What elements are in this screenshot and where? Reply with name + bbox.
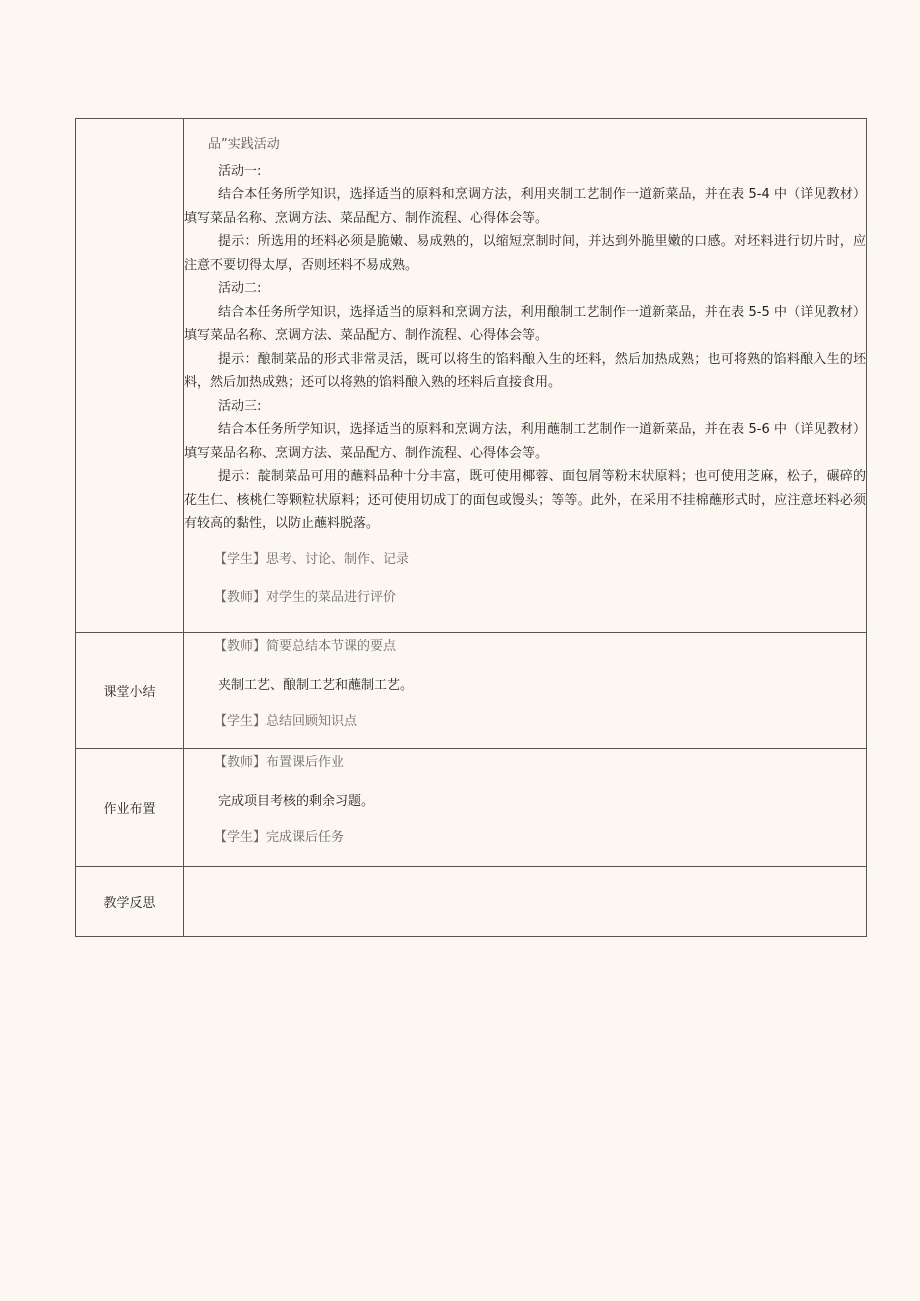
practice-teacher-line: 【教师】对学生的菜品进行评价 — [214, 590, 397, 605]
summary-content-cell — [184, 633, 867, 749]
summary-content: 夹制工艺、酿制工艺和蘸制工艺。 — [218, 677, 414, 693]
activity3-tip: 提示：靛制菜品可用的蘸料品种十分丰富，既可使用椰蓉、面包屑等粉末状原料；也可使用芝麻，松子，碾碎的花生仁、核桃仁等颗粒状原料；还可使用切成丁的面包或馒头；等等。此外，在采用不挂棉蘸形式时，应注意坯料必须有较高的黏性，以防止蘸料脱落。 — [184, 469, 866, 531]
homework-content: 完成项目考核的剩余习题。 — [218, 793, 375, 809]
summary-row — [76, 633, 867, 749]
reflection-row — [76, 867, 867, 937]
activity1-tip: 提示：所选用的坯料必须是脆嫩、易成熟的，以缩短烹制时间，并达到外脆里嫩的口感。对坯料进行切片时，应注意不要切得太厚，否则坯料不易成熟。 — [184, 234, 866, 273]
lesson-plan-table — [75, 118, 867, 937]
activity3-body: 结合本任务所学知识，选择适当的原料和烹调方法，利用蘸制工艺制作一道新菜品，并在表 5-6 中（详见教材）填写菜品名称、烹调方法、菜品配方、制作流程、心得体会等。 — [184, 422, 866, 461]
summary-label: 课堂小结 — [76, 633, 184, 749]
activity2-tip: 提示：酿制菜品的形式非常灵活，既可以将生的馅料酿入生的坯料，然后加热成熟；也可将熟的馅料酿入生的坯料，然后加热成熟；还可以将熟的馅料酿入熟的坯料后直接食用。 — [184, 351, 866, 390]
summary-student-line: 【学生】总结回顾知识点 — [214, 714, 358, 729]
summary-teacher-line: 【教师】简要总结本节课的要点 — [214, 639, 397, 654]
activity1-label: 活动一: — [218, 163, 262, 179]
homework-content-cell — [184, 749, 867, 867]
homework-row — [76, 749, 867, 867]
activity2-body: 结合本任务所学知识，选择适当的原料和烹调方法，利用酿制工艺制作一道新菜品，并在表 5-5 中（详见教材）填写菜品名称、烹调方法、菜品配方、制作流程、心得体会等。 — [184, 304, 866, 343]
reflection-content-cell — [184, 867, 867, 937]
activity2-label: 活动二: — [218, 281, 262, 296]
homework-label: 作业布置 — [76, 749, 184, 867]
practice-student-line: 【学生】思考、讨论、制作、记录 — [214, 551, 410, 567]
practice-content-cell — [184, 119, 867, 633]
activity3-label: 活动三: — [218, 398, 262, 414]
practice-title-tail: 品”实践活动 — [208, 137, 280, 152]
homework-student-line: 【学生】完成课后任务 — [214, 830, 345, 845]
reflection-label: 教学反思 — [76, 867, 184, 937]
activity1-body: 结合本任务所学知识，选择适当的原料和烹调方法，利用夹制工艺制作一道新菜品，并在表 5-4 中（详见教材）填写菜品名称、烹调方法、菜品配方、制作流程、心得体会等。 — [184, 187, 866, 226]
homework-teacher-line: 【教师】布置课后作业 — [214, 755, 345, 770]
practice-row — [76, 119, 867, 633]
practice-label-cell — [76, 119, 184, 633]
